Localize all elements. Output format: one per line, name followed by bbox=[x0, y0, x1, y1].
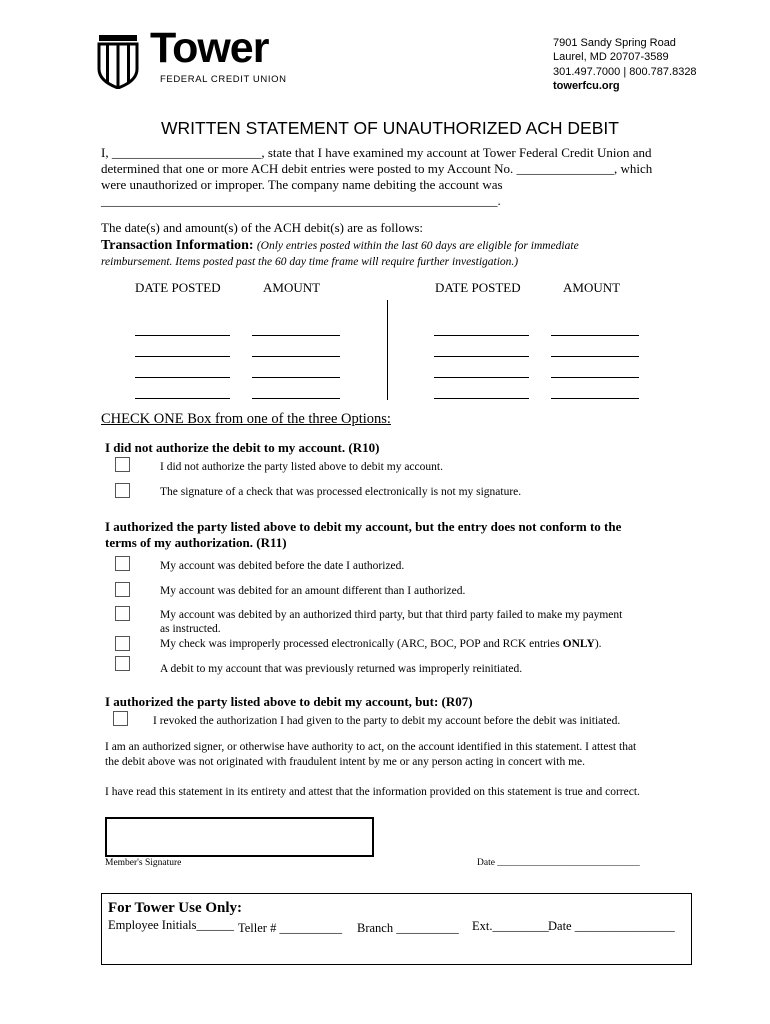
date-field-r1[interactable] bbox=[434, 335, 529, 336]
attestation-1-line1: I am an authorized signer, or otherwise have authority to act, on the account identified in this statement. I attest that bbox=[105, 741, 637, 753]
date-field-l4[interactable] bbox=[135, 398, 230, 399]
date-field[interactable]: Date ________________ bbox=[548, 919, 675, 933]
transaction-note2: reimbursement. Items posted past the 60 day time frame will require further investigation.) bbox=[101, 256, 519, 268]
col-amount-right: AMOUNT bbox=[563, 280, 621, 295]
amount-field-l3[interactable] bbox=[252, 377, 340, 378]
option-r11-4-bold: ONLY bbox=[562, 638, 595, 650]
check-one-heading: CHECK ONE Box from one of the three Options: bbox=[101, 411, 391, 427]
section-r07-heading: I authorized the party listed above to debit my account, but: (R07) bbox=[105, 694, 473, 709]
transaction-label: Transaction Information: bbox=[101, 238, 254, 253]
option-r11-3-line2: as instructed. bbox=[160, 623, 221, 635]
attestation-2: I have read this statement in its entirety and attest that the information provided on this statement is true and correct. bbox=[105, 786, 640, 798]
option-r11-2: My account was debited for an amount different than I authorized. bbox=[160, 585, 466, 597]
tower-logo-icon bbox=[97, 33, 139, 89]
phone-numbers: 301.497.7000 | 800.787.8328 bbox=[553, 65, 697, 78]
col-amount-left: AMOUNT bbox=[263, 280, 321, 295]
option-r11-4-end: ). bbox=[594, 638, 602, 650]
amount-field-l1[interactable] bbox=[252, 335, 340, 336]
amount-field-l4[interactable] bbox=[252, 398, 340, 399]
date-field-l1[interactable] bbox=[135, 335, 230, 336]
amount-field-r4[interactable] bbox=[551, 398, 639, 399]
option-r07-1: I revoked the authorization I had given to the party to debit my account before the debit was initiated. bbox=[153, 715, 621, 727]
branch-field[interactable]: Branch __________ bbox=[357, 921, 459, 935]
checkbox-r11-5[interactable] bbox=[115, 656, 130, 671]
signature-box[interactable] bbox=[105, 817, 374, 857]
logo-subtitle: FEDERAL CREDIT UNION bbox=[160, 74, 287, 85]
signature-label: Member's Signature bbox=[105, 858, 182, 868]
address-line1: 7901 Sandy Spring Road bbox=[553, 37, 676, 49]
col-date-posted-right: DATE POSTED bbox=[435, 280, 521, 295]
option-r10-2: The signature of a check that was processed electronically is not my signature. bbox=[160, 486, 522, 498]
amount-field-l2[interactable] bbox=[252, 356, 340, 357]
checkbox-r11-1[interactable] bbox=[115, 556, 130, 571]
table-divider bbox=[387, 300, 388, 400]
date-field-r3[interactable] bbox=[434, 377, 529, 378]
amount-field-r1[interactable] bbox=[551, 335, 639, 336]
intro-line4: _____________________________________________________________. bbox=[101, 193, 501, 208]
address-block bbox=[553, 36, 697, 93]
checkbox-r10-1[interactable] bbox=[115, 457, 130, 472]
date-field-l3[interactable] bbox=[135, 377, 230, 378]
signature-date: Date ______________________________ bbox=[477, 858, 640, 868]
option-r11-3-line1: My account was debited by an authorized third party, but that third party failed to make my payment bbox=[160, 609, 623, 621]
website: towerfcu.org bbox=[553, 79, 620, 92]
section-r10-heading: I did not authorize the debit to my account. (R10) bbox=[105, 440, 380, 455]
tower-use-title: For Tower Use Only: bbox=[108, 900, 243, 916]
checkbox-r11-3[interactable] bbox=[115, 606, 130, 621]
option-r11-5: A debit to my account that was previously returned was improperly reinitiated. bbox=[160, 663, 523, 675]
date-field-r2[interactable] bbox=[434, 356, 529, 357]
intro-line3: were unauthorized or improper. The company name debiting the account was bbox=[101, 177, 503, 192]
col-date-posted-left: DATE POSTED bbox=[135, 280, 221, 295]
intro-line2: determined that one or more ACH debit entries were posted to my Account No. _______________, which bbox=[101, 161, 653, 176]
date-field-l2[interactable] bbox=[135, 356, 230, 357]
checkbox-r10-2[interactable] bbox=[115, 483, 130, 498]
section-r11-heading-line1: I authorized the party listed above to debit my account, but the entry does not conform to the bbox=[105, 519, 622, 534]
address-line2: Laurel, MD 20707-3589 bbox=[553, 51, 669, 64]
date-field-r4[interactable] bbox=[434, 398, 529, 399]
option-r11-4-text: My check was improperly processed electronically (ARC, BOC, POP and RCK entries bbox=[160, 638, 563, 650]
intro-line1: I, _______________________, state that I have examined my account at Tower Federal Credit Union and bbox=[101, 145, 652, 160]
checkbox-r11-4[interactable] bbox=[115, 636, 130, 651]
amount-field-r2[interactable] bbox=[551, 356, 639, 357]
option-r11-1: My account was debited before the date I authorized. bbox=[160, 560, 405, 572]
page-title: WRITTEN STATEMENT OF UNAUTHORIZED ACH DEBIT bbox=[161, 118, 619, 138]
checkbox-r07-1[interactable] bbox=[113, 711, 128, 726]
employee-initials-field[interactable]: Employee Initials______ bbox=[108, 918, 235, 932]
ext-field[interactable]: Ext._________ bbox=[472, 919, 549, 933]
dates-intro: The date(s) and amount(s) of the ACH debit(s) are as follows: bbox=[101, 220, 424, 235]
attestation-1-line2: the debit above was not originated with fraudulent intent by me or any person acting in concert with me. bbox=[105, 756, 585, 768]
teller-field[interactable]: Teller # __________ bbox=[238, 921, 342, 935]
amount-field-r3[interactable] bbox=[551, 377, 639, 378]
section-r11-heading-line2: terms of my authorization. (R11) bbox=[105, 535, 287, 550]
logo-name: Tower bbox=[150, 24, 269, 72]
transaction-note1: (Only entries posted within the last 60 days are eligible for immediate bbox=[256, 240, 579, 252]
checkbox-r11-2[interactable] bbox=[115, 582, 130, 597]
option-r11-4 bbox=[160, 636, 602, 652]
option-r10-1: I did not authorize the party listed above to debit my account. bbox=[160, 461, 443, 473]
